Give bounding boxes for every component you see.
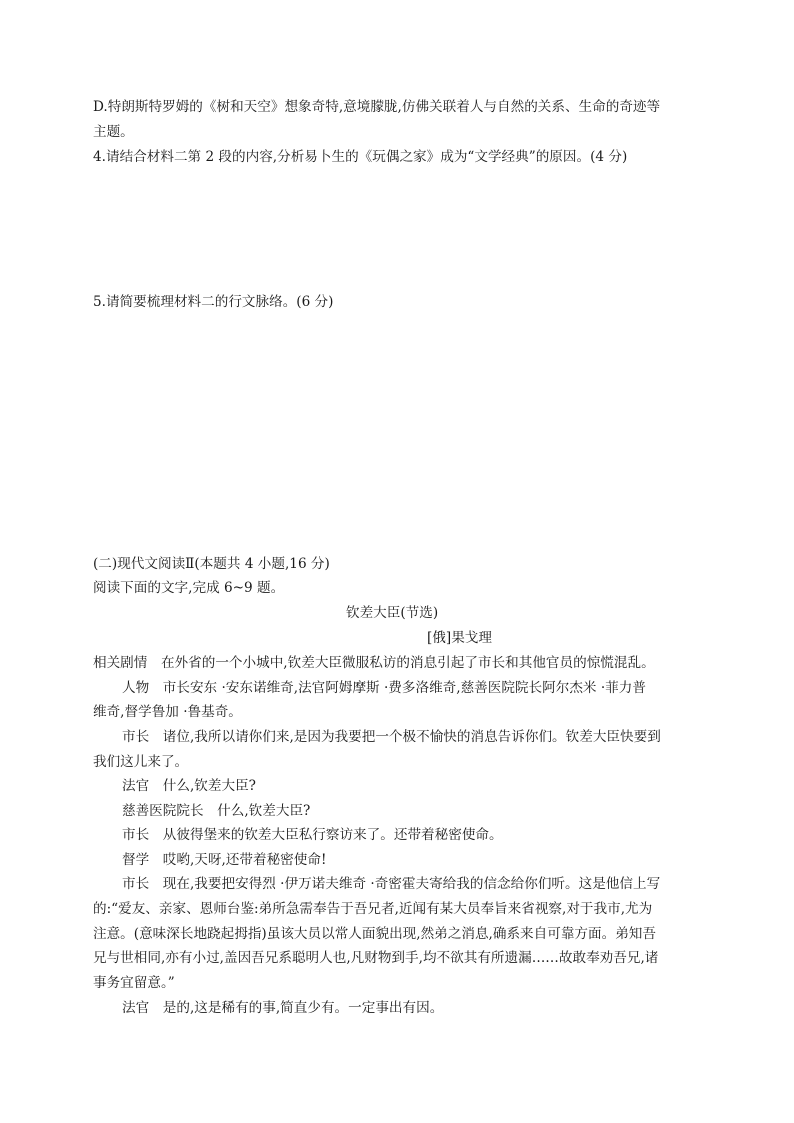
inspector-speech-1: 督学 哎哟,天呀,还带着秘密使命! — [122, 852, 327, 868]
option-d-line1: D.特朗斯特罗姆的《树和天空》想象奇特,意境朦胧,仿佛关联着人与自然的关系、生命的奇迹等 — [93, 99, 661, 115]
mayor-speech-1-line2: 我们这儿来了。 — [93, 754, 189, 770]
plot-summary: 相关剧情 在外省的一个小城中,钦差大臣微服私访的消息引起了市长和其他官员的惊慌混乱。 — [93, 655, 655, 671]
mayor-speech-1-line1: 市长 诸位,我所以请你们来,是因为我要把一个极不愉快的消息告诉你们。钦差大臣快要到 — [122, 729, 661, 745]
characters-line1: 人物 市长安东 ·安东诺维奇,法官阿姆摩斯 ·费多洛维奇,慈善医院院长阿尔杰米 ·菲力普 — [122, 680, 646, 696]
mayor-speech-3-line1: 市长 现在,我要把安得烈 ·伊万诺夫维奇 ·奇密霍夫寄给我的信念给你们听。这是他信上写 — [122, 876, 661, 892]
option-d-line2: 主题。 — [93, 124, 134, 140]
mayor-speech-3-line4: 兄与世相同,亦有小过,盖因吾兄系聪明人也,凡财物到手,均不欲其有所遗漏……故敢奉劝吾兄,诸 — [93, 950, 659, 966]
characters-line2: 维奇,督学鲁加 ·鲁基奇。 — [93, 704, 242, 720]
question-5: 5.请简要梳理材料二的行文脉络。(6 分) — [93, 294, 334, 310]
text-title: 钦差大臣(节选) — [346, 605, 439, 621]
mayor-speech-3-line2: 的:“爱友、亲家、恩师台鉴:弟所急需奉告于吾兄者,近闻有某大员奉旨来省视察,对于我市,尤为 — [93, 901, 653, 917]
judge-speech-2: 法官 是的,这是稀有的事,简直少有。一定事出有因。 — [122, 1000, 444, 1016]
mayor-speech-2: 市长 从彼得堡来的钦差大臣私行察访来了。还带着秘密使命。 — [122, 827, 503, 843]
text-author: [俄]果戈理 — [427, 630, 492, 646]
question-4: 4.请结合材料二第 2 段的内容,分析易卜生的《玩偶之家》成为“文学经典”的原因。(4 分) — [93, 149, 628, 165]
hospital-director-speech-1: 慈善医院院长 什么,钦差大臣? — [122, 803, 311, 819]
mayor-speech-3-line3: 注意。(意味深长地跷起拇指)虽该大员以常人面貌出现,然弟之消息,确系来自可靠方面。弟知吾 — [93, 926, 656, 942]
mayor-speech-3-line5: 事务宜留意。” — [93, 975, 175, 991]
judge-speech-1: 法官 什么,钦差大臣? — [122, 778, 256, 794]
section-instruction: 阅读下面的文字,完成 6~9 题。 — [93, 580, 285, 596]
section-heading: (二)现代文阅读Ⅱ(本题共 4 小题,16 分) — [93, 556, 330, 572]
